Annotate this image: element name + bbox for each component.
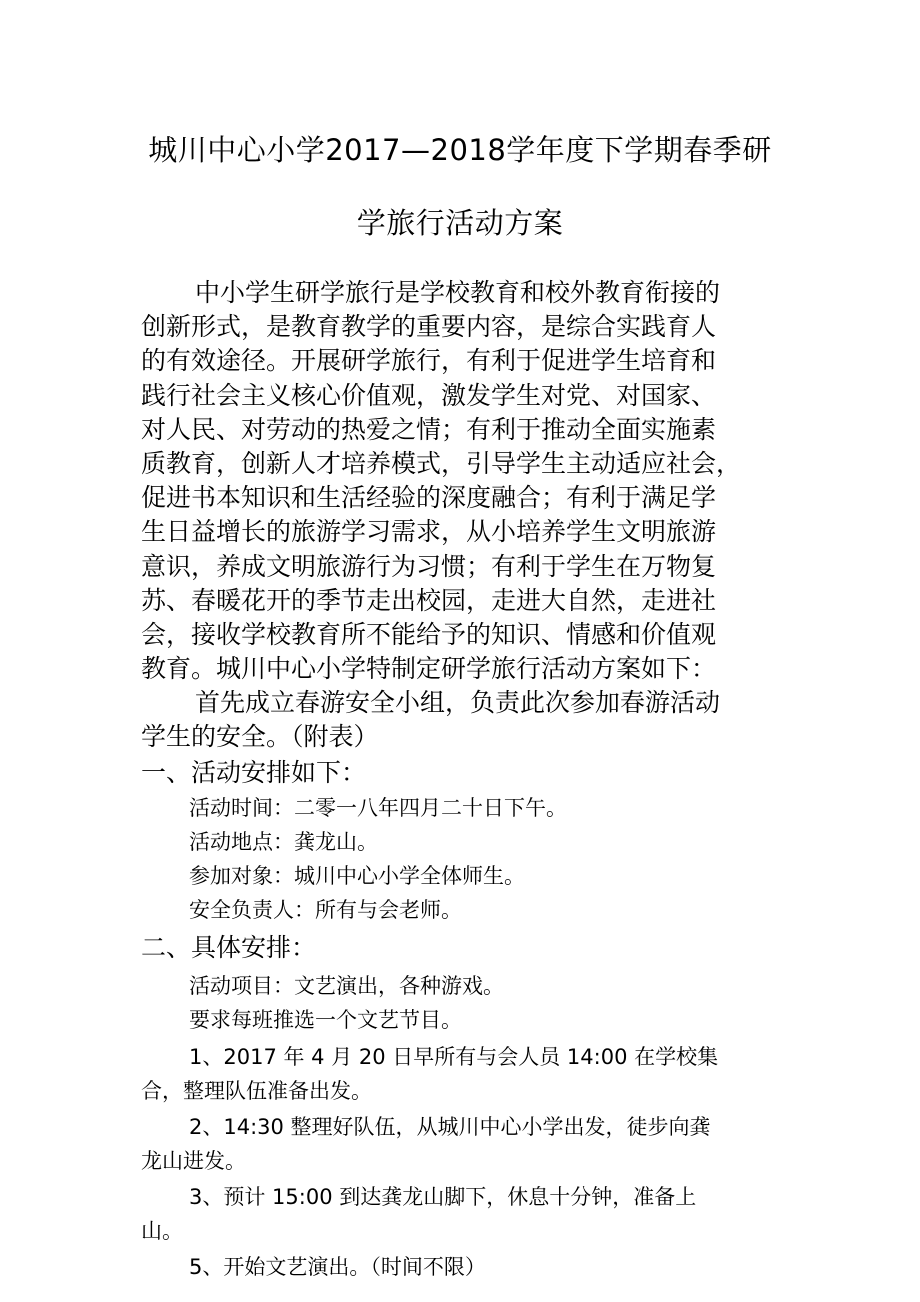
step-2-line-1: 2、14:30 整理好队伍，从城川中心小学出发，徒步向龚: [189, 1115, 711, 1139]
section-2-item-activities: 活动项目：文艺演出，各种游戏。: [189, 974, 504, 998]
step-1-line-2: 合，整理队伍准备出发。: [141, 1079, 372, 1103]
section-1-item-safety-lead: 安全负责人：所有与会老师。: [189, 898, 462, 922]
section-1-heading: 一、活动安排如下：: [141, 758, 367, 787]
intro-line: 对人民、对劳动的热爱之情；有利于推动全面实施素: [141, 414, 717, 444]
step-3-line-1: 3、预计 15:00 到达龚龙山脚下，休息十分钟，准备上: [189, 1185, 697, 1209]
intro-line: 教育。城川中心小学特制定研学旅行活动方案如下：: [141, 654, 717, 684]
intro-line: 践行社会主义核心价值观，激发学生对党、对国家、: [141, 380, 717, 410]
document-title-line-1: 城川中心小学2017—2018学年度下学期春季研: [148, 133, 772, 167]
section-1-item-time: 活动时间：二零一八年四月二十日下午。: [189, 796, 567, 820]
intro-line: 生日益增长的旅游学习需求，从小培养学生文明旅游: [141, 517, 717, 547]
intro-paragraph: [141, 276, 796, 686]
intro-line: 质教育，创新人才培养模式，引导学生主动适应社会，: [141, 449, 742, 479]
section-1-item-location: 活动地点：龚龙山。: [189, 830, 378, 854]
intro-line: 意识，养成文明旅游行为习惯；有利于学生在万物复: [141, 551, 717, 581]
step-1-line-1: 1、2017 年 4 月 20 日早所有与会人员 14:00 在学校集: [189, 1045, 719, 1069]
document-title-line-2: 学旅行活动方案: [356, 206, 564, 240]
intro-line: 苏、春暖花开的季节走出校园，走进大自然，走进社: [141, 585, 717, 615]
safety-line: 学生的安全。（附表）: [141, 722, 379, 752]
section-2-item-requirement: 要求每班推选一个文艺节目。: [189, 1008, 462, 1032]
intro-line: 创新形式，是教育教学的重要内容，是综合实践育人: [141, 312, 717, 342]
step-3-line-2: 山。: [141, 1219, 183, 1243]
section-1-item-participants: 参加对象：城川中心小学全体师生。: [189, 864, 525, 888]
step-5-line-1: 5、开始文艺演出。（时间不限）: [189, 1255, 486, 1279]
intro-line: 会，接收学校教育所不能给予的知识、情感和价值观: [141, 620, 717, 650]
intro-line: 中小学生研学旅行是学校教育和校外教育衔接的: [195, 278, 721, 307]
safety-line: 首先成立春游安全小组，负责此次参加春游活动: [195, 688, 721, 717]
step-2-line-2: 龙山进发。: [141, 1149, 246, 1173]
intro-line: 促进书本知识和生活经验的深度融合；有利于满足学: [141, 483, 717, 513]
section-2-heading: 二、具体安排：: [141, 933, 317, 962]
safety-paragraph: [141, 686, 801, 754]
intro-line: 的有效途径。开展研学旅行，有利于促进学生培育和: [141, 346, 717, 376]
